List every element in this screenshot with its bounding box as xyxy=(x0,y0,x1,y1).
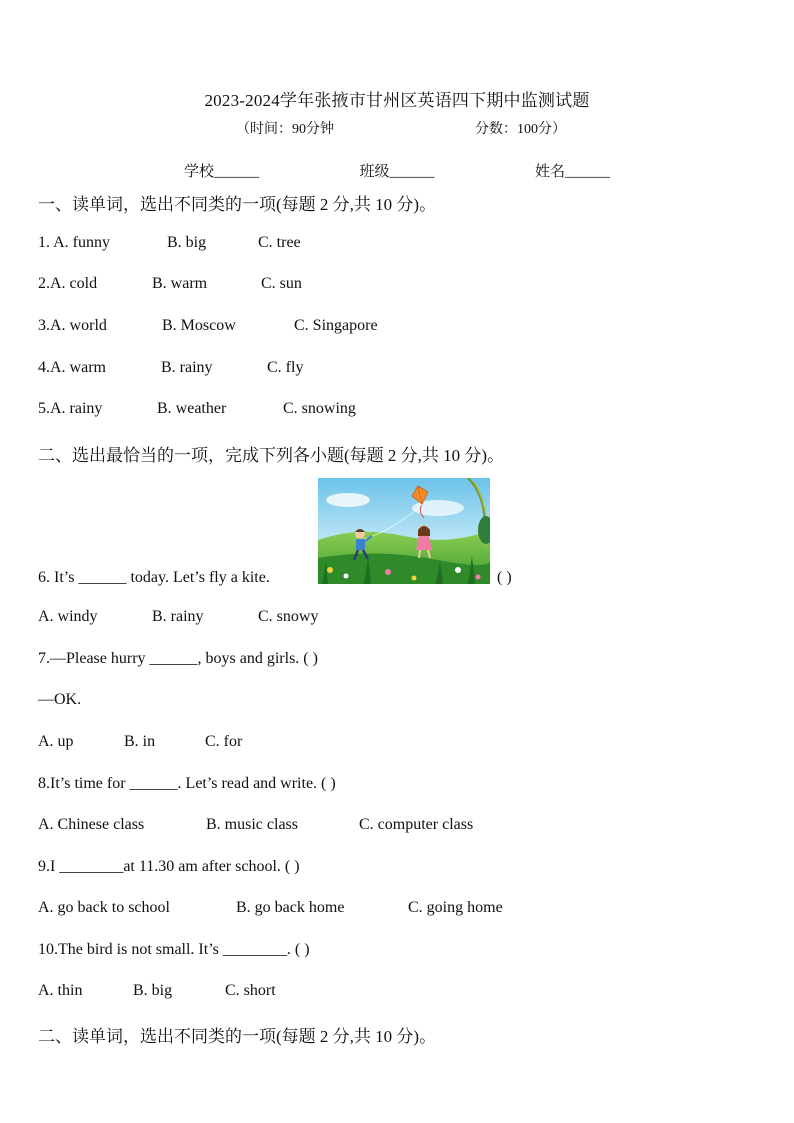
cloud-shape xyxy=(326,493,370,507)
question-7: 7.—Please hurry ______, boys and girls. ( ) xyxy=(38,650,318,667)
option-a: 1. A. funny xyxy=(38,234,110,251)
option-b: B. big xyxy=(167,234,207,251)
question-6 xyxy=(38,569,270,587)
question-7-options xyxy=(38,733,242,751)
question-1 xyxy=(38,234,301,252)
question-6-text: 6. It’s ______ today. Let’s fly a kite. xyxy=(38,569,270,586)
option-c: C. snowing xyxy=(283,400,356,417)
option-b: B. weather xyxy=(157,400,227,417)
option-c: C. for xyxy=(205,733,243,750)
option-b: B. rainy xyxy=(161,359,213,376)
option-c: C. Singapore xyxy=(294,317,378,334)
exam-score: 分数：100分） xyxy=(475,122,566,137)
option-b: B. warm xyxy=(152,275,208,292)
student-info-row xyxy=(184,160,610,181)
option-a: 4.A. warm xyxy=(38,359,106,376)
option-a: 5.A. rainy xyxy=(38,400,103,417)
option-a: 3.A. world xyxy=(38,317,107,334)
question-8-options xyxy=(38,816,473,834)
option-a: A. go back to school xyxy=(38,899,170,916)
option-b: B. in xyxy=(124,733,156,750)
question-8: 8.It’s time for ______. Let’s read and write. ( ) xyxy=(38,775,336,792)
option-b: B. Moscow xyxy=(162,317,236,334)
kite-flying-illustration xyxy=(318,478,490,584)
section-3-heading: 二、读单词，选出不同类的一项(每题 2 分,共 10 分)。 xyxy=(38,1027,437,1046)
option-a: A. Chinese class xyxy=(38,816,145,833)
class-field: 班级______ xyxy=(359,164,435,180)
question-4 xyxy=(38,359,303,377)
option-b: B. rainy xyxy=(152,608,204,625)
section-1-heading: 一、读单词，选出不同类的一项(每题 2 分,共 10 分)。 xyxy=(38,195,437,214)
question-9-options xyxy=(38,899,503,917)
option-b: B. go back home xyxy=(236,899,345,916)
page-title: 2023-2024学年张掖市甘州区英语四下期中监测试题 xyxy=(204,91,590,110)
name-field: 姓名______ xyxy=(534,164,610,180)
option-c: C. sun xyxy=(261,275,302,292)
question-5 xyxy=(38,400,356,418)
option-a: 2.A. cold xyxy=(38,275,98,292)
school-field: 学校______ xyxy=(184,164,260,180)
option-b: B. music class xyxy=(206,816,298,833)
question-7-reply: —OK. xyxy=(38,691,82,708)
option-a: A. up xyxy=(38,733,74,750)
option-c: C. tree xyxy=(258,234,301,251)
option-c: C. going home xyxy=(408,899,503,916)
exam-time: （时间：90分钟 xyxy=(236,122,334,137)
option-b: B. big xyxy=(133,982,173,999)
option-c: C. fly xyxy=(267,359,304,376)
option-c: C. short xyxy=(225,982,276,999)
option-c: C. snowy xyxy=(258,608,319,625)
option-a: A. thin xyxy=(38,982,83,999)
question-2 xyxy=(38,275,302,293)
exam-meta xyxy=(236,118,566,138)
question-6-answer-paren: ( ) xyxy=(497,569,512,586)
option-c: C. computer class xyxy=(359,816,474,833)
option-a: A. windy xyxy=(38,608,98,625)
question-3 xyxy=(38,317,378,335)
question-10-options xyxy=(38,982,276,1000)
question-10: 10.The bird is not small. It’s ________. ( ) xyxy=(38,941,310,958)
question-6-options xyxy=(38,608,318,626)
section-2-heading: 二、选出最恰当的一项，完成下列各小题(每题 2 分,共 10 分)。 xyxy=(38,446,505,465)
question-9: 9.I ________at 11.30 am after school. ( ) xyxy=(38,858,300,875)
